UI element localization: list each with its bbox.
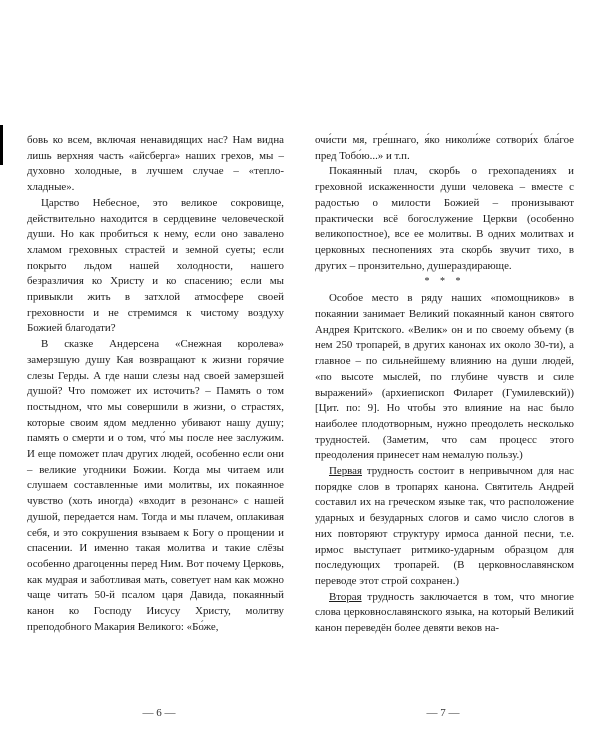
left-paragraph-2: Царство Небесное, это великое сокровище, действительно находится в сердцевине человеческой души. Но как пробиться к нему, если оно завалено хламом греховных страстей и земной суеты; если покрыто льдом нашей холодности, нашего безразличия ко Христу и ко спасению; если мы привыкли жить в затхлой атмосфере своей греховности и не стремимся к чистому воздуху Божией благодати? [27,196,284,335]
first-difficulty-text: трудность состоит в непривычном для нас порядке слов в тропарях канона. Святитель Андрей составил их на греческом языке так, что расположение ударных и безударных слогов и само число слогов в них повторяют структуру ирмоса данной песни, т.е. ирмос выступает ритмико-ударным образцом для последующих тропарей. (В церковнославянском переводе этот строй сохранен.) [315,465,574,587]
page-edge-mark [0,125,3,165]
right-page [315,133,574,637]
second-difficulty-term: Вторая [329,590,362,603]
right-paragraph-2: Покаянный плач, скорбь о грехопадениях и греховной искаженности души человека – вместе с радостью о милости Божией – пронизывают практически всё богослужение Церкви (особенно великопостное), все ее молитвы. В одних молитвах и церковных песнопениях эта скорбь звучит тихо, в других – пронзительно, душераздирающе. [315,165,574,272]
section-separator: * * * [424,276,465,288]
second-difficulty-text: трудность заключается в том, что многие слова церковнославянского языка, на который Великий канон переведён более девяти веков на- [315,590,574,635]
right-paragraph-1: очи́сти мя, гре́шнаго, я́ко николи́же сотвори́х бла́гое пред Тобо́ю...» и т.п. [315,134,574,162]
left-paragraph-1: бовь ко всем, включая ненавидящих нас? Нам видна лишь верхняя часть «айсберга» наших грехов, мы – духовно холодные, в лучшем случае – «теплохладные». [27,134,284,194]
left-page [27,133,284,636]
first-difficulty-term: Первая [329,465,362,478]
page-number-right: — 7 — [426,707,460,719]
right-paragraph-3: Особое место в ряду наших «помощников» в покаянии занимает Великий покаянный канон святого Андрея Критского. «Велик» он и по своему объему (в нем 250 тропарей, в других канонах их около 30-ти), а главное – по сильнейшему влиянию на души людей, «по высоте мыслей, по глубине чувств и силе выражений» (архиепископ Филарет (Гумилевский)) [Цит. по: 9]. Но чтобы это влияние на нас было наиболее плодотворным, нужно преодолеть несколько трудностей. (Заметим, что сам процесс этого преодоления принесет нам немалую пользу.) [315,292,574,462]
right-paragraph-5 [315,590,574,637]
left-paragraph-3: В сказке Андерсена «Снежная королева» замерзшую душу Кая возвращают к жизни горячие слезы Герды. А где наши слезы над своей замерзшей душой? Что поможет их источить? – Память о том постыдном, что мы совершили в жизни, о страстях, которые своим ядом медленно убивают нашу душу; память о смерти и о том, что́ мы после нее заслужим. И еще поможет плач других людей, особенно если они – великие угодники Божии. Когда мы читаем или слушаем составленные ими молитвы, их покаянное чувство (хоть иногда) «входит в резонанс» с нашей душой, передается нам. Тогда и мы плачем, оплакивая себя, и это сокрушения взываем к Богу о прощении и спасении. И именно такая молитва и такие слёзы особенно драгоценны перед Ним. Вот почему Церковь, как мудрая и заботливая мать, советует нам как можно чаще читать 50-й псалом царя Давида, покаянный канон ко Господу Иисусу Христу, молитву преподобного Макария Великого: «Бо́же, [27,338,284,633]
right-paragraph-4 [315,464,574,590]
page-number-left: — 6 — [142,707,176,719]
